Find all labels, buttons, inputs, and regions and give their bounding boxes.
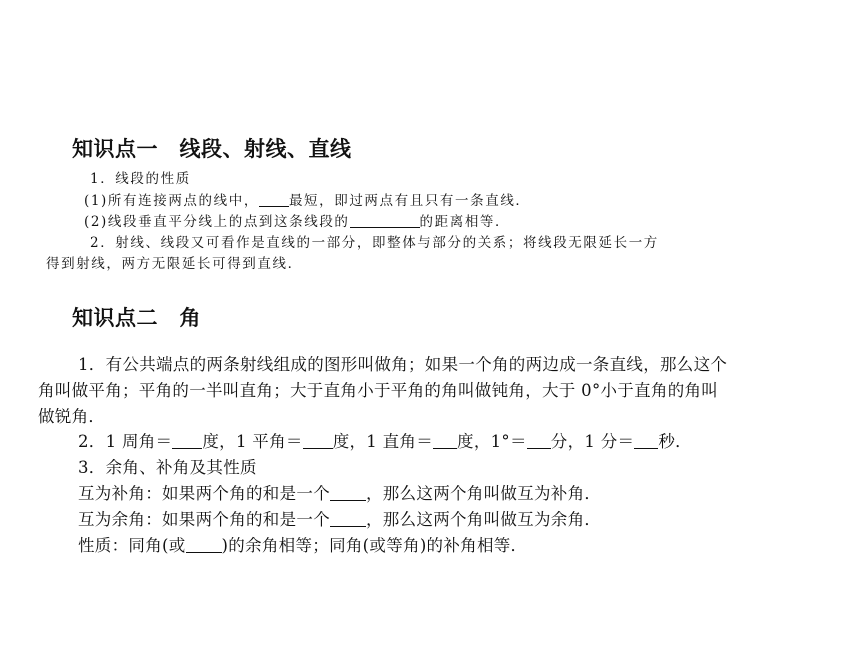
item1a-line: [84, 189, 531, 209]
section1-title: 知识点一 线段、射线、直线: [72, 137, 352, 161]
supplementary-text-after: ，那么这两个角叫做互为补角．: [366, 484, 602, 503]
item1a-text-before: (1)所有连接两点的线中，: [84, 193, 259, 209]
section2-title: 知识点二 角: [72, 306, 201, 330]
p2-seg6: 秒．: [658, 432, 692, 451]
item1-title: 1．线段的性质: [90, 171, 191, 187]
supplementary-line: [78, 480, 601, 504]
item1b-text-before: (2)线段垂直平分线上的点到这条线段的: [84, 214, 350, 230]
p1-line3: 做锐角．: [38, 407, 106, 426]
straight-angle-blank[interactable]: [303, 432, 333, 450]
complementary-blank[interactable]: [330, 510, 366, 528]
item1b-text-after: 的距离相等．: [419, 214, 511, 230]
complementary-line: [78, 506, 601, 530]
p2-line: [78, 428, 692, 452]
p2-seg2: 度，1 平角＝: [202, 432, 303, 451]
property-blank[interactable]: [186, 536, 222, 554]
right-angle-blank[interactable]: [433, 432, 457, 450]
p3-title: 3．余角、补角及其性质: [78, 458, 257, 477]
p2-seg4: 度，1°＝: [457, 432, 527, 451]
item1b-line: [84, 210, 510, 230]
item1b-blank[interactable]: [350, 214, 420, 229]
p1-line2: 角叫做平角；平角的一半叫直角；大于直角小于平角的角叫做钝角，大于 0°小于直角的角叫: [38, 381, 719, 400]
property-text-after: )的余角相等；同角(或等角)的补角相等．: [221, 536, 528, 555]
minute-seconds-blank[interactable]: [634, 432, 658, 450]
supplementary-text-before: 互为补角：如果两个角的和是一个: [78, 484, 330, 503]
p1-line1: 1．有公共端点的两条射线组成的图形叫做角；如果一个角的两边成一条直线，那么这个: [78, 355, 728, 374]
property-text-before: 性质：同角(或: [78, 536, 186, 555]
item2-line1: 2．射线、线段又可看作是直线的一部分，即整体与部分的关系；将线段无限延长一方: [90, 235, 659, 251]
item1a-blank[interactable]: [259, 193, 289, 208]
complementary-text-before: 互为余角：如果两个角的和是一个: [78, 510, 330, 529]
p2-seg1: 2．1 周角＝: [78, 432, 173, 451]
degree-minutes-blank[interactable]: [527, 432, 551, 450]
complementary-text-after: ，那么这两个角叫做互为余角．: [366, 510, 602, 529]
p2-seg3: 度，1 直角＝: [332, 432, 434, 451]
supplementary-blank[interactable]: [330, 484, 366, 502]
property-line: [78, 532, 527, 556]
item2-line2: 得到射线，两方无限延长可得到直线．: [46, 256, 303, 272]
full-angle-blank[interactable]: [172, 432, 202, 450]
p2-seg5: 分，1 分＝: [550, 432, 635, 451]
item1a-text-after: 最短，即过两点有且只有一条直线．: [288, 193, 531, 209]
